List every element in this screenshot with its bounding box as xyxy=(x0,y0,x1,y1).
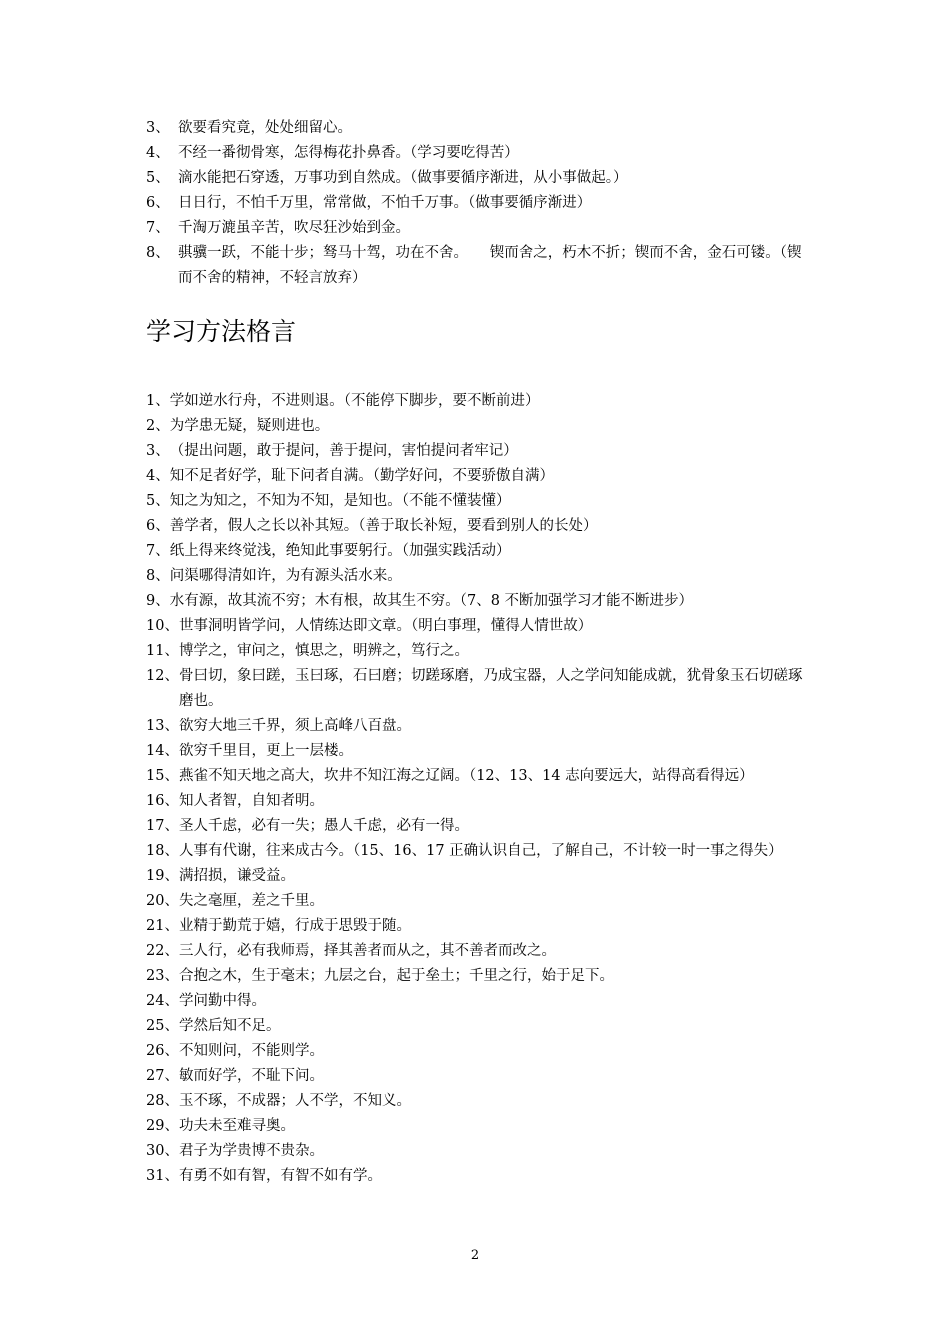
list-item xyxy=(146,489,810,514)
item-number: 21、 xyxy=(146,918,179,934)
list-item xyxy=(146,539,810,564)
list-item xyxy=(146,639,810,664)
item-number: 7、 xyxy=(146,543,170,559)
item-text: 骐骥一跃，不能十步；驽马十驾，功在不舍。 锲而舍之，朽木不折；锲而不舍，金石可镂。（锲而不舍的精神，不轻言放弃） xyxy=(178,245,802,286)
list-item xyxy=(146,889,810,914)
list-item xyxy=(146,191,810,216)
list-item xyxy=(146,116,810,141)
list-item xyxy=(146,789,810,814)
list-item xyxy=(146,1164,810,1189)
list-item xyxy=(146,439,810,464)
item-number: 27、 xyxy=(146,1068,179,1084)
item-number: 13、 xyxy=(146,718,179,734)
list-item xyxy=(146,141,810,166)
item-number: 25、 xyxy=(146,1018,179,1034)
item-number: 10、 xyxy=(146,618,179,634)
list-item xyxy=(146,1114,810,1139)
list-item xyxy=(146,1064,810,1089)
item-number: 6、 xyxy=(146,195,170,211)
item-text: 不知则问，不能则学。 xyxy=(178,1043,324,1059)
item-number: 15、 xyxy=(146,768,179,784)
item-number: 17、 xyxy=(146,818,179,834)
item-text: 善学者，假人之长以补其短。（善于取长补短，要看到别人的长处） xyxy=(169,518,598,534)
list-item xyxy=(146,1039,810,1064)
item-text: 日日行，不怕千万里，常常做，不怕千万事。（做事要循序渐进） xyxy=(178,195,592,211)
item-text: 为学患无疑，疑则进也。 xyxy=(169,418,330,434)
list-item xyxy=(146,939,810,964)
item-number: 6、 xyxy=(146,518,170,534)
item-text: 滴水能把石穿透，万事功到自然成。（做事要循序渐进，从小事做起。） xyxy=(178,170,628,186)
list-item xyxy=(146,839,810,864)
item-number: 5、 xyxy=(146,170,170,186)
list-item xyxy=(146,814,810,839)
item-text: 圣人千虑，必有一失；愚人千虑，必有一得。 xyxy=(178,818,469,834)
list-item xyxy=(146,764,810,789)
item-text: （提出问题，敢于提问，善于提问，害怕提问者牢记） xyxy=(169,443,518,459)
list-item xyxy=(146,389,810,414)
item-text: 有勇不如有智，有智不如有学。 xyxy=(178,1168,382,1184)
list-item xyxy=(146,414,810,439)
page-number: 2 xyxy=(470,1248,480,1263)
list-item xyxy=(146,564,810,589)
item-number: 8、 xyxy=(146,568,170,584)
item-number: 2、 xyxy=(146,418,170,434)
list-item xyxy=(146,914,810,939)
item-number: 31、 xyxy=(146,1168,179,1184)
item-number: 7、 xyxy=(146,220,170,236)
item-text: 学如逆水行舟，不进则退。（不能停下脚步，要不断前进） xyxy=(169,393,540,409)
item-text: 知之为知之，不知为不知，是知也。（不能不懂装懂） xyxy=(169,493,511,509)
item-text: 知不足者好学，耻下问者自满。（勤学好问，不要骄傲自满） xyxy=(169,468,554,484)
item-text: 知人者智，自知者明。 xyxy=(178,793,324,809)
item-text: 不经一番彻骨寒，怎得梅花扑鼻香。（学习要吃得苦） xyxy=(178,145,519,161)
item-number: 9、 xyxy=(146,593,170,609)
list-item xyxy=(146,664,810,714)
item-text: 纸上得来终觉浅，绝知此事要躬行。（加强实践活动） xyxy=(169,543,511,559)
item-number: 3、 xyxy=(146,120,170,136)
item-text: 业精于勤荒于嬉，行成于思毁于随。 xyxy=(178,918,411,934)
item-number: 12、 xyxy=(146,668,179,684)
item-number: 4、 xyxy=(146,468,170,484)
item-number: 22、 xyxy=(146,943,179,959)
item-text: 水有源，故其流不穷；木有根，故其生不穷。（7、8 不断加强学习才能不断进步） xyxy=(169,593,694,609)
list-item xyxy=(146,241,810,291)
list-item xyxy=(146,166,810,191)
item-number: 26、 xyxy=(146,1043,179,1059)
item-text: 博学之，审问之，慎思之，明辨之，笃行之。 xyxy=(178,643,469,659)
list-item xyxy=(146,1139,810,1164)
item-text: 敏而好学，不耻下问。 xyxy=(178,1068,324,1084)
list-item xyxy=(146,1014,810,1039)
item-text: 骨曰切，象曰蹉，玉曰琢，石曰磨；切蹉琢磨，乃成宝器，人之学问知能成就，犹骨象玉石切磋琢磨也。 xyxy=(178,668,803,709)
item-number: 11、 xyxy=(146,643,179,659)
list-item xyxy=(146,514,810,539)
item-text: 欲穷千里目，更上一层楼。 xyxy=(178,743,353,759)
item-number: 1、 xyxy=(146,393,170,409)
item-number: 8、 xyxy=(146,245,170,261)
list-item xyxy=(146,1089,810,1114)
item-text: 合抱之木，生于毫末；九层之台，起于垒土；千里之行，始于足下。 xyxy=(178,968,614,984)
item-number: 16、 xyxy=(146,793,179,809)
section-heading: 学习方法格言 xyxy=(146,317,297,346)
item-text: 学问勤中得。 xyxy=(178,993,266,1009)
item-number: 14、 xyxy=(146,743,179,759)
item-text: 失之毫厘，差之千里。 xyxy=(178,893,324,909)
list-item xyxy=(146,989,810,1014)
item-text: 学然后知不足。 xyxy=(178,1018,281,1034)
item-text: 玉不琢，不成器；人不学，不知义。 xyxy=(178,1093,411,1109)
item-number: 23、 xyxy=(146,968,179,984)
list-item xyxy=(146,739,810,764)
item-number: 24、 xyxy=(146,993,179,1009)
item-number: 18、 xyxy=(146,843,179,859)
list-item xyxy=(146,864,810,889)
list-item xyxy=(146,589,810,614)
item-text: 燕雀不知天地之高大，坎井不知江海之辽阔。（12、13、14 志向要远大，站得高看得远） xyxy=(178,768,754,784)
item-text: 欲穷大地三千界，须上高峰八百盘。 xyxy=(178,718,411,734)
item-text: 君子为学贵博不贵杂。 xyxy=(178,1143,324,1159)
item-text: 千淘万漉虽辛苦，吹尽狂沙始到金。 xyxy=(178,220,410,236)
item-text: 满招损，谦受益。 xyxy=(178,868,295,884)
item-number: 29、 xyxy=(146,1118,179,1134)
proverb-list-continued xyxy=(146,116,810,291)
item-number: 30、 xyxy=(146,1143,179,1159)
study-method-proverb-list xyxy=(146,389,810,1189)
item-number: 3、 xyxy=(146,443,170,459)
list-item xyxy=(146,216,810,241)
item-number: 5、 xyxy=(146,493,170,509)
item-text: 三人行，必有我师焉，择其善者而从之，其不善者而改之。 xyxy=(178,943,556,959)
item-number: 28、 xyxy=(146,1093,179,1109)
item-number: 4、 xyxy=(146,145,170,161)
item-text: 世事洞明皆学问，人情练达即文章。（明白事理，懂得人情世故） xyxy=(178,618,593,634)
list-item xyxy=(146,714,810,739)
item-text: 功夫未至难寻奥。 xyxy=(178,1118,295,1134)
item-text: 人事有代谢，往来成古今。（15、16、17 正确认识自己，了解自己，不计较一时一事之得失） xyxy=(178,843,783,859)
item-number: 20、 xyxy=(146,893,179,909)
list-item xyxy=(146,964,810,989)
list-item xyxy=(146,614,810,639)
list-item xyxy=(146,464,810,489)
item-text: 问渠哪得清如许，为有源头活水来。 xyxy=(169,568,402,584)
item-number: 19、 xyxy=(146,868,179,884)
item-text: 欲要看究竟，处处细留心。 xyxy=(178,120,352,136)
